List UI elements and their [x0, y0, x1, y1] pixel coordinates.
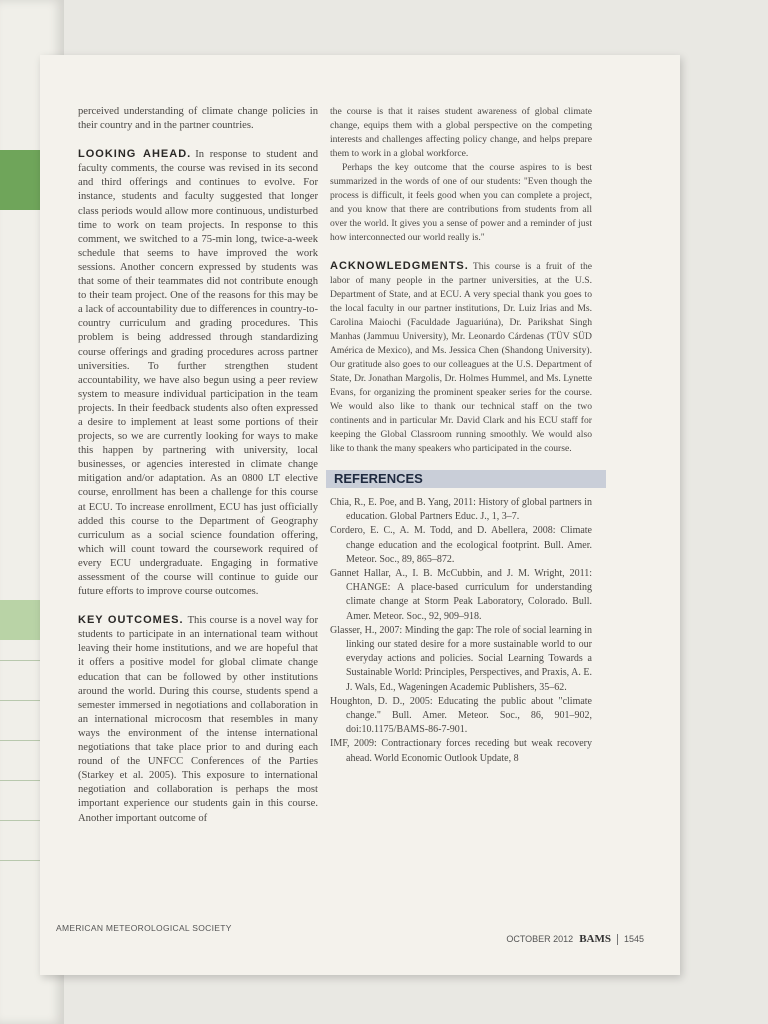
key-outcomes-heading: KEY OUTCOMES.: [78, 614, 184, 627]
reference-item: Gannet Hallar, A., I. B. McCubbin, and J. M. Wright, 2011: CHANGE: A place-based curriculum for understanding climate change at Storm Peak Laboratory, Colorado. Bull. Amer. Meteor. Soc., 92, 909–918.: [330, 568, 592, 622]
continued-paragraph: the course is that it raises student awareness of global climate change, equips them with a global perspective on the competing interests and challenges affecting policy change, and helps prepare them to work in a global workforce.: [330, 106, 592, 159]
footer-divider: [617, 934, 618, 945]
footer-society: AMERICAN METEOROLOGICAL SOCIETY: [56, 923, 232, 933]
reference-item: Houghton, D. D., 2005: Educating the public about "climate change." Bull. Amer. Meteor. Soc., 86, 901–902, doi:10.1175/BAMS-86-7-901.: [330, 695, 592, 736]
reference-item: Chia, R., E. Poe, and B. Yang, 2011: History of global partners in education. Global Partners Educ. J., 1, 3–7.: [330, 497, 592, 523]
looking-ahead-paragraph: [78, 147, 318, 599]
footer-page-info: [506, 933, 644, 945]
references-heading: REFERENCES: [326, 470, 606, 488]
page-number: 1545: [623, 934, 644, 944]
key-outcomes-text: This course is a novel way for students to participate in an international team without leaving their home institutions, and we are hopeful that it offers a positive model for global climate change education that can be followed by other institutions around the world. During this course, students spend a semester immersed in negotiations and collaboration in an international microcosm that resembles in many ways the environment of the intense international negotiations that take place prior to and during each round of the UNFCC Conferences of the Parties (Starkey et al. 2005). This exposure to international negotiation and collaboration is perhaps the most important experience our students gain in this course. Another important outcome of: [78, 615, 318, 824]
journal-page: [40, 55, 680, 975]
acknowledgments-heading: ACKNOWLEDGMENTS.: [330, 260, 469, 272]
looking-ahead-heading: LOOKING AHEAD.: [78, 148, 192, 161]
footer-date: OCTOBER 2012: [506, 934, 574, 944]
right-column: [330, 105, 592, 766]
key-outcomes-paragraph: [78, 613, 318, 825]
looking-ahead-text: In response to student and faculty comments, the course was revised in its second and third offerings and continues to evolve. For instance, students and faculty suggested that longer class periods would allow more continuous, undisturbed time to work on team projects. In response to this comment, we switched to a 75-min long, twice-a-week schedule that seems to have improved the work sessions. Another concern expressed by students was that some of their teammates did not contribute enough to their team project. One of the reasons for this may be a lack of accountability due to differences in country-to-country curriculum and grading procedures. This problem is being addressed through standardizing course offerings and grading procedures across partner universities. To further strengthen student accountability, we have also begun using a peer review system to measure individual participation in the team projects. In their feedback students also often expressed a desire to implement at least some portions of their projects, so we are currently looking for ways to make this happen by partnering with university, local businesses, or agencies interested in climate change mitigation and/or adaptation. As an 0800 LT elective course, enrollment has been a challenge for this course at ECU. To increase enrollment, ECU has just officially added this course to the Department of Geography curriculum as a social science foundation offering, which will count toward the coursework required of every ECU undergraduate. Engaging in formative assessment of the course will continue to guide our future efforts to improve course outcomes.: [78, 149, 319, 598]
reference-item: Glasser, H., 2007: Minding the gap: The role of social learning in linking our stated desire for a more sustainable world to our everyday actions and policies. Social Learning Towards a Sustainable World: Principles, Perspectives, and Praxis, A. E. J. Wals, Ed., Wageningen Academic Publishers, 35–62.: [330, 624, 592, 693]
acknowledgments-text: This course is a fruit of the labor of many people in the partner universities, at the U.S. Department of State, and at ECU. A very special thank you goes to the local faculty in our partner institutions, Dr. Luiz Irias and Ms. Carolina Maiochi (Faculdade Jaguariúna), Dr. Parikshat Singh Manhas (Jammuu University), Mr. Leonardo Cárdenas (TÜV SÜD América de Mexico), and Ms. Jessica Chen (Shandong University). Our gratitude also goes to our colleagues at the U.S. Department of State, Dr. Jonathan Margolis, Dr. Holmes Hummel, and Ms. Lynette Evans, for organizing the prominent speaker series for the course. We would also like to thank our technical staff on the two continents and in particular Mr. David Clark and his ECU staff for keeping the Global Classroom running smoothly. We would also like to thank the many speakers who participated in the course.: [330, 261, 592, 454]
reference-item: IMF, 2009: Contractionary forces receding but weak recovery ahead. World Economic Outlook Update, 8: [330, 738, 592, 764]
intro-paragraph: perceived understanding of climate change policies in their country and in the partner countries.: [78, 106, 318, 132]
left-column: [78, 105, 318, 826]
journal-logo: BAMS: [579, 933, 611, 945]
student-quote-paragraph: Perhaps the key outcome that the course aspires to is best summarized in the words of one of our students: "Even though the process is difficult, it feels good when you can complete a project, and you know that there are contributions from students from all over the world. It gives you a sense of power and a reminder of just how interconnected our world really is.": [330, 162, 592, 243]
reference-item: Cordero, E. C., A. M. Todd, and D. Abellera, 2008: Climate change education and the ecological footprint. Bull. Amer. Meteor. Soc., 89, 865–872.: [330, 525, 592, 565]
acknowledgments-paragraph: [330, 259, 592, 456]
